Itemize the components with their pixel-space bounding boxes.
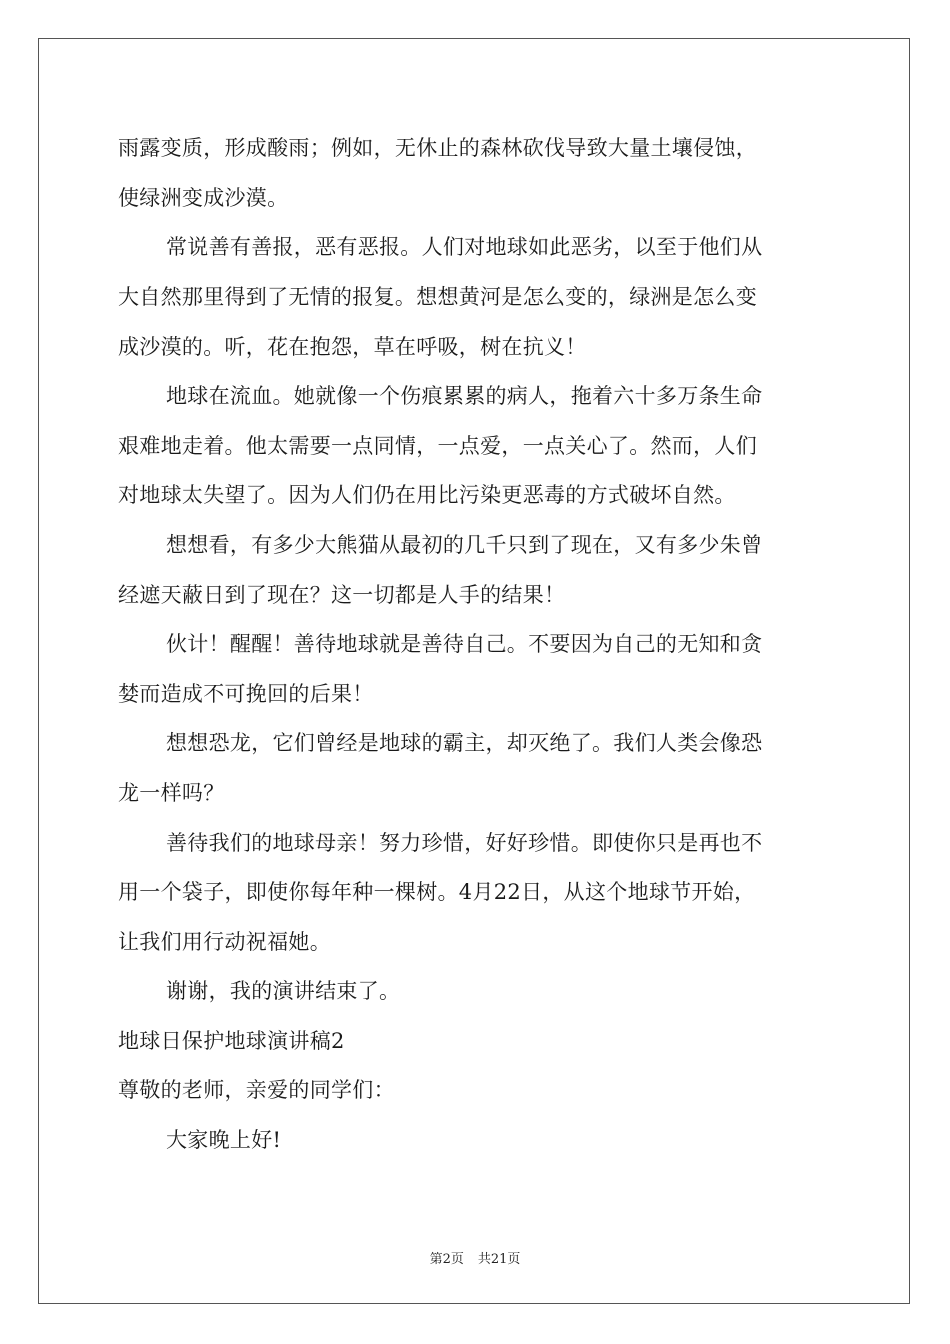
section-title: 地球日保护地球演讲稿2 [118, 1029, 345, 1053]
paragraph-line: 让我们用行动祝福她。 [118, 930, 331, 954]
paragraph-line: 对地球太失望了。因为人们仍在用比污染更恶毒的方式破坏自然。 [118, 483, 736, 507]
paragraph-line: 龙一样吗？ [118, 781, 225, 805]
paragraph-line: 想想恐龙，它们曾经是地球的霸主，却灭绝了。我们人类会像恐 [166, 731, 763, 755]
paragraph-line: 婪而造成不可挽回的后果！ [118, 682, 374, 706]
paragraph-line: 大自然那里得到了无情的报复。想想黄河是怎么变的，绿洲是怎么变 [118, 285, 757, 309]
paragraph-line: 经遮天蔽日到了现在？这一切都是人手的结果！ [118, 583, 566, 607]
page-footer [0, 1248, 950, 1267]
paragraph-line: 常说善有善报，恶有恶报。人们对地球如此恶劣，以至于他们从 [166, 235, 763, 259]
paragraph-line: 雨露变质，形成酸雨；例如，无休止的森林砍伐导致大量土壤侵蚀， [118, 136, 757, 160]
paragraph-line: 伙计！醒醒！善待地球就是善待自己。不要因为自己的无知和贪 [166, 632, 763, 656]
paragraph-line: 成沙漠的。听，花在抱怨，草在呼吸，树在抗义！ [118, 335, 587, 359]
paragraph-line: 想想看，有多少大熊猫从最初的几千只到了现在，又有多少朱曾 [166, 533, 763, 557]
page-total: 共21页 [477, 1252, 521, 1267]
paragraph-line: 谢谢，我的演讲结束了。 [166, 979, 401, 1003]
salutation: 尊敬的老师，亲爱的同学们： [118, 1078, 395, 1102]
paragraph-line: 地球在流血。她就像一个伤痕累累的病人，拖着六十多万条生命 [166, 384, 763, 408]
paragraph-line: 用一个袋子，即使你每年种一棵树。4月22日，从这个地球节开始， [118, 880, 756, 904]
paragraph-line: 使绿洲变成沙漠。 [118, 186, 289, 210]
paragraph-line: 艰难地走着。他太需要一点同情，一点爱，一点关心了。然而，人们 [118, 434, 757, 458]
page-number: 第2页 [429, 1252, 464, 1267]
paragraph-line: 善待我们的地球母亲！努力珍惜，好好珍惜。即使你只是再也不 [166, 831, 763, 855]
greeting: 大家晚上好! [166, 1128, 282, 1152]
